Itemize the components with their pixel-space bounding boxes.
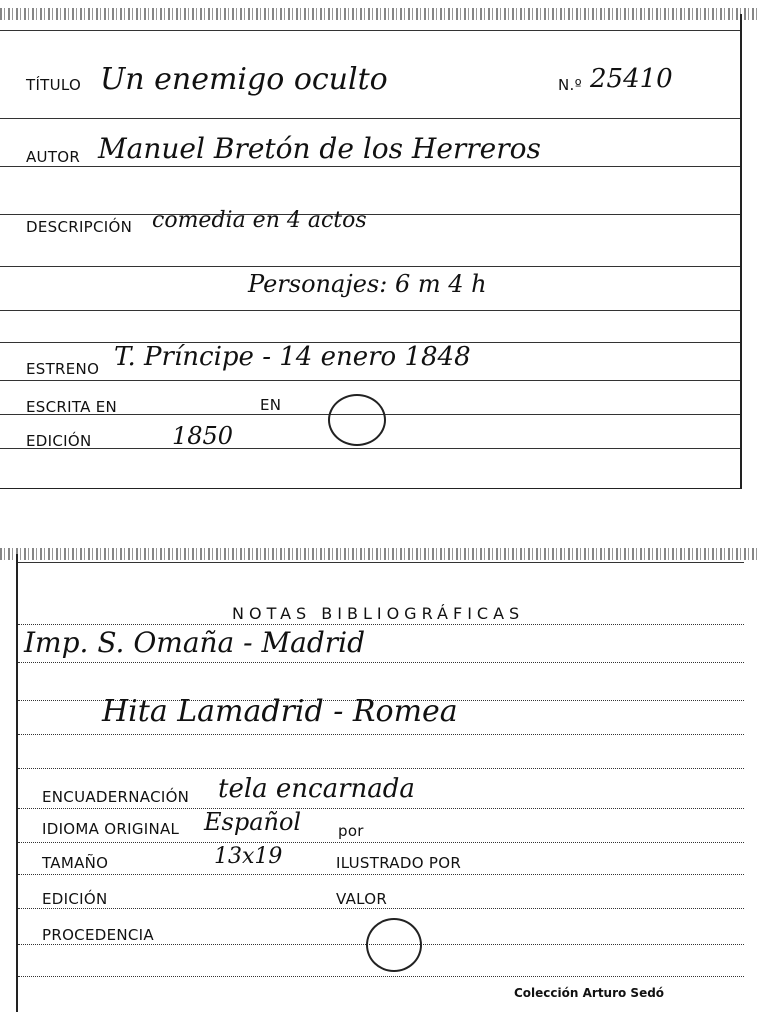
autor-label: AUTOR — [26, 148, 81, 166]
catalog-card-back — [16, 554, 744, 1012]
tamano-label: TAMAÑO — [42, 854, 109, 872]
rule — [0, 30, 740, 31]
titulo-value: Un enemigo oculto — [100, 62, 388, 97]
rule — [0, 448, 740, 449]
encuadernacion-value: tela encarnada — [218, 774, 415, 804]
rule — [18, 874, 744, 875]
rule — [18, 976, 744, 977]
collection-footer: Colección Arturo Sedó — [514, 986, 665, 1000]
stamp-circle — [366, 918, 422, 972]
procedencia-label: PROCEDENCIA — [42, 926, 154, 944]
rule — [0, 166, 740, 167]
encuadernacion-label: ENCUADERNACIÓN — [42, 788, 190, 806]
note-line-1: Imp. S. Omaña - Madrid — [24, 626, 366, 659]
ilustrado-label: ILUSTRADO POR — [336, 854, 462, 872]
rule — [18, 908, 744, 909]
rule — [0, 214, 740, 215]
rule — [18, 734, 744, 735]
en-label: EN — [260, 396, 282, 414]
rule — [18, 624, 744, 625]
estreno-value: T. Príncipe - 14 enero 1848 — [114, 342, 471, 372]
idioma-value: Español — [204, 808, 302, 836]
escrita-en-label: ESCRITA EN — [26, 398, 118, 416]
por-label: por — [338, 822, 364, 840]
tamano-value: 13x19 — [214, 844, 283, 869]
rule — [18, 662, 744, 663]
notas-heading: NOTAS BIBLIOGRÁFICAS — [232, 604, 525, 623]
valor-label: VALOR — [336, 890, 388, 908]
numero-value: 25410 — [590, 64, 673, 94]
edicion-value: 1850 — [172, 422, 234, 450]
autor-value: Manuel Bretón de los Herreros — [98, 132, 541, 165]
rule — [18, 808, 744, 809]
stamp-circle — [328, 394, 386, 446]
descripcion-value: comedia en 4 actos — [152, 208, 367, 233]
rule — [0, 380, 740, 381]
rule — [0, 266, 740, 267]
estreno-label: ESTRENO — [26, 360, 100, 378]
note-line-2: Hita Lamadrid - Romea — [102, 694, 458, 729]
titulo-label: TÍTULO — [26, 76, 82, 94]
rule — [18, 562, 744, 563]
numero-label: N.º — [558, 76, 582, 94]
edicion2-label: EDICIÓN — [42, 890, 108, 908]
rule — [0, 118, 740, 119]
descripcion-label: DESCRIPCIÓN — [26, 218, 133, 236]
edicion-label: EDICIÓN — [26, 432, 92, 450]
descripcion-extra: Personajes: 6 m 4 h — [248, 270, 487, 298]
rule — [0, 310, 740, 311]
rule — [18, 768, 744, 769]
catalog-card-front — [0, 14, 742, 489]
rule — [18, 842, 744, 843]
idioma-label: IDIOMA ORIGINAL — [42, 820, 180, 838]
